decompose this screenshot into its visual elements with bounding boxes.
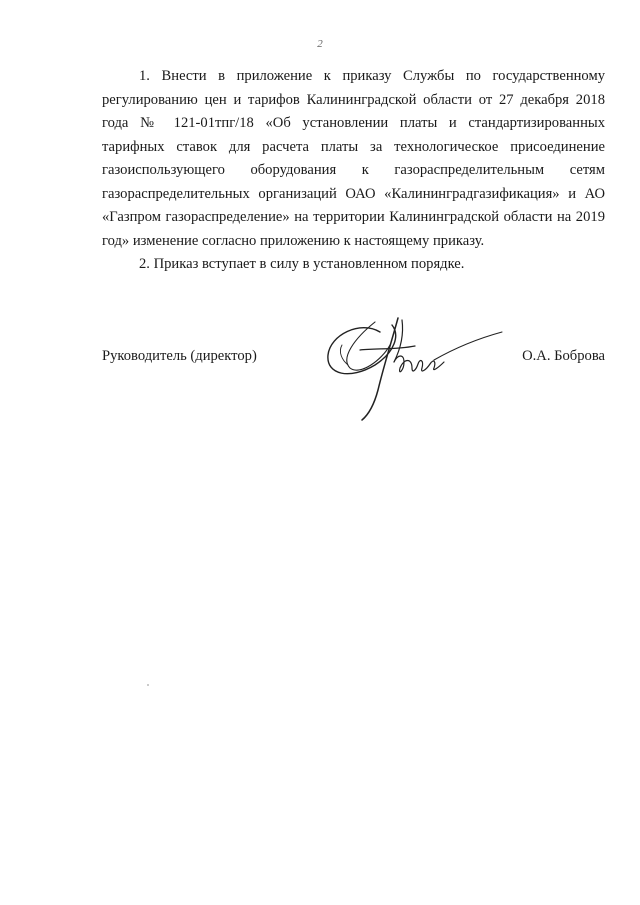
signatory-position: Руководитель (директор) bbox=[102, 348, 257, 364]
scan-speck bbox=[147, 684, 149, 686]
paragraph-effective-date: 2. Приказ вступает в силу в установленном порядке. bbox=[139, 256, 465, 272]
signatory-name: О.А. Боброва bbox=[522, 348, 605, 364]
page-number: 2 bbox=[317, 38, 323, 50]
handwritten-signature-icon bbox=[320, 310, 510, 430]
document-body bbox=[102, 65, 605, 277]
paragraph-amendment: 1. Внести в приложение к приказу Службы по государственному регулированию цен и тарифов Калининградской области от 27 декабря 2018 года № 121-01тпг/18 «Об установлении платы и стандартизированных тарифных ставок для расчета платы за технологическое присоединение газоиспользующего оборудования к газораспределительным сетям газораспределительных организаций ОАО «Калининградгазификация» и АО «Газпром газораспределение» на территории Калининградской области на 2019 год» изменение согласно приложению к настоящему приказу. bbox=[102, 68, 605, 249]
